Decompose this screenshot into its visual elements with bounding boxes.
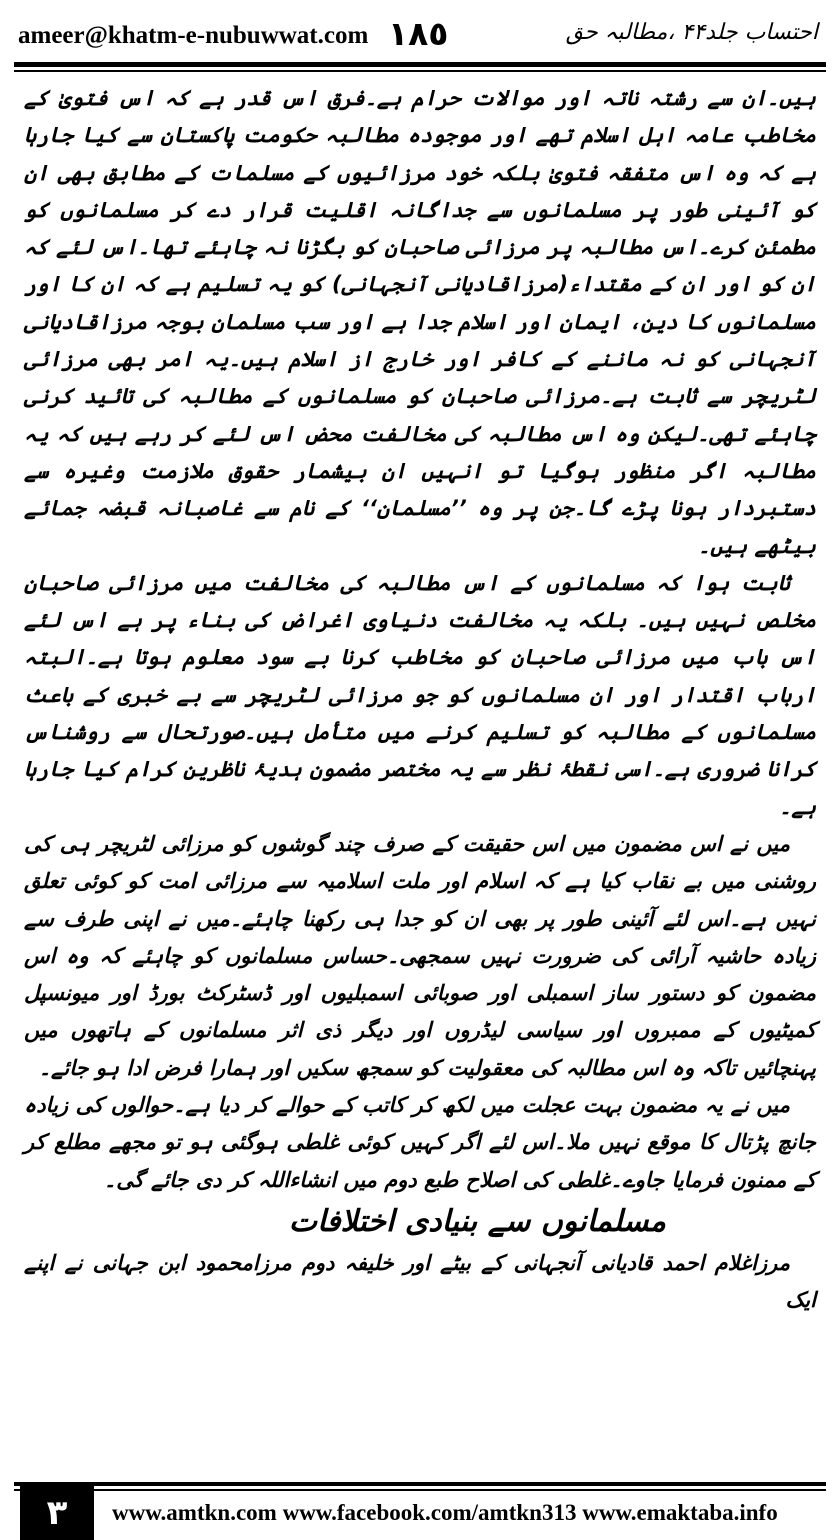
page-number: ١٨٥ <box>388 14 449 53</box>
page-footer <box>14 1482 826 1540</box>
page-header <box>14 0 826 66</box>
footer-links: www.amtkn.com www.facebook.com/amtkn313 www.emaktaba.info <box>112 1500 778 1525</box>
footer-rule-thick <box>14 1482 826 1486</box>
footer-badge: ٣ <box>20 1486 94 1540</box>
header-title: احتساب جلد۴۴ ،مطالبہ حق <box>565 20 818 45</box>
footer-rule-thin <box>14 1489 826 1491</box>
article-body <box>24 80 816 1458</box>
header-rule-thin <box>14 70 826 72</box>
paragraph-3: میں نے اس مضمون میں اس حقیقت کے صرف چند گوشوں کو مرزائی لٹریچر ہی کی روشنی میں بے نقاب کیا ہے کہ اسلام اور ملت اسلامیہ سے مرزائی امت کو کوئی تعلق نہیں ہے۔اس لئے آئینی طور پر بھی ان کو جدا ہی رکھنا چاہئے۔میں نے اپنی طرف سے زیادہ حاشیہ آرائی کی ضرورت نہیں سمجھی۔حساس مسلمانوں کو چاہئے کہ وہ اس مضمون کو دستور ساز اسمبلی اور صوبائی اسمبلیوں اور ڈسٹرکٹ بورڈ اور میونسپل کمیٹیوں کے ممبروں اور سیاسی لیڈروں اور دیگر ذی اثر مسلمانوں کے ہاتھوں میں پہنچائیں تاکہ وہ اس مطالبہ کی معقولیت کو سمجھ سکیں اور ہمارا فرض ادا ہو جائے۔ <box>24 831 816 1080</box>
header-email: ameer@khatm-e-nubuwwat.com <box>18 22 369 49</box>
section-heading: مسلمانوں سے بنیادی اختلافات <box>288 1203 666 1239</box>
paragraph-2: ثابت ہوا کہ مسلمانوں کے اس مطالبہ کی مخالفت میں مرزائی صاحبان مخلص نہیں ہیں۔ بلکہ یہ مخالفت دنیاوی اغراض کی بناء پر ہے اس لئے اس باب میں مرزائی صاحبان کو مخاطب کرنا بے سود معلوم ہوتا ہے۔البتہ ارباب اقتدار اور ان مسلمانوں کو جو مرزائی لٹریچر سے بے خبری کے باعث مسلمانوں کے مطالبہ کو تسلیم کرنے میں متأمل ہیں۔صورتحال سے روشناس کرانا ضروری ہے۔اسی نقطۂ نظر سے یہ مختصر مضمون ہدیۂ ناظرین کرام کیا جارہا ہے۔ <box>24 570 816 819</box>
paragraph-4: میں نے یہ مضمون بہت عجلت میں لکھ کر کاتب کے حوالے کر دیا ہے۔حوالوں کی زیادہ جانچ پڑتال کا موقع نہیں ملا۔اس لئے اگر کہیں کوئی غلطی ہوگئی ہو تو مجھے مطلع کر کے ممنون فرمایا جاوے۔غلطی کی اصلاح طبع دوم میں انشاءاللہ کر دی جائے گی۔ <box>24 1093 816 1192</box>
paragraph-5: مرزاغلام احمد قادیانی آنجہانی کے بیٹے اور خلیفہ دوم مرزامحمود ابن جہانی نے اپنے ایک <box>24 1250 816 1313</box>
header-rule-thick <box>14 62 826 67</box>
paragraph-1: ہیں۔ان سے رشتہ ناتہ اور موالات حرام ہے۔فرق اس قدر ہے کہ اس فتویٰ کے مخاطب عامہ اہل اسلام تھے اور موجودہ مطالبہ حکومت پاکستان سے کیا جارہا ہے کہ وہ اس متفقہ فتویٰ بلکہ خود مرزائیوں کے مسلمات کے مطابق بھی ان کو آئینی طور پر مسلمانوں سے جداگانہ اقلیت قرار دے کر مسلمانوں کو مطمئن کرے۔اس مطالبہ پر مرزائی صاحبان کو بگڑنا نہ چاہئے تھا۔اس لئے کہ ان کو اور ان کے مقتداء(مرزاقادیانی آنجہانی) کو یہ تسلیم ہے کہ ان کا اور مسلمانوں کا دین، ایمان اور اسلام جدا ہے اور سب مسلمان بوجہ مرزاقادیانی آنجہانی کو نہ ماننے کے کافر اور خارج از اسلام ہیں۔یہ امر بھی مرزائی لٹریچر سے ثابت ہے۔مرزائی صاحبان کو مسلمانوں کے مطالبہ کی تائید کرنی چاہئے تھی۔لیکن وہ اس مطالبہ کی مخالفت محض اس لئے کر رہے ہیں کہ یہ مطالبہ اگر منظور ہوگیا تو انہیں ان بیشمار حقوق ملازمت وغیرہ سے دستبردار ہونا پڑے گا۔جن پر وہ ’’مسلمان‘‘ کے نام سے غاصبانہ قبضہ جمائے بیٹھے ہیں۔ <box>24 86 816 558</box>
